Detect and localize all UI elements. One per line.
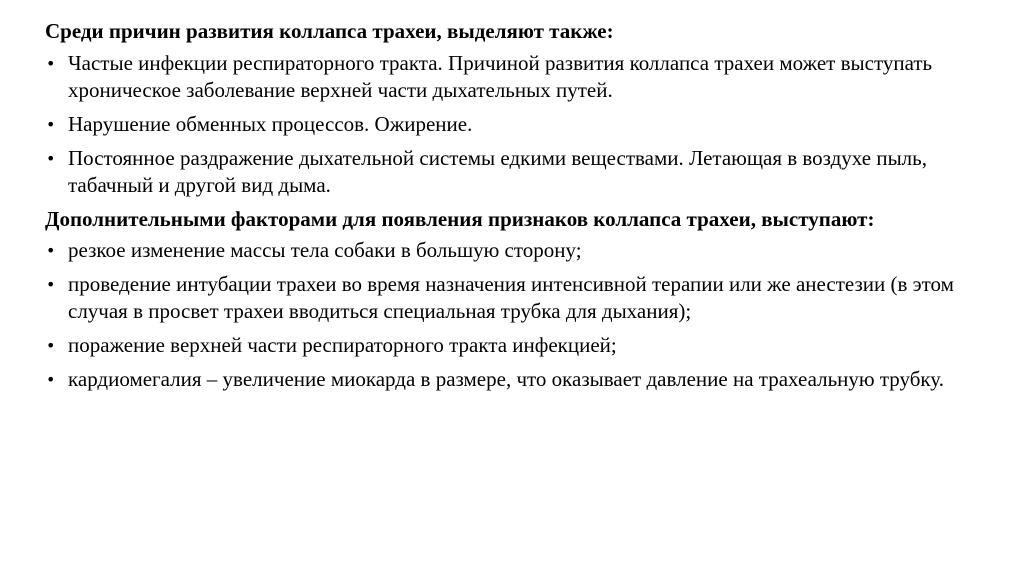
list-item-text: поражение верхней части респираторного тракта инфекцией; [68, 333, 617, 357]
bullet-icon: • [46, 149, 56, 168]
list-item [45, 111, 1005, 138]
list-item [45, 271, 1005, 325]
causes-list [45, 50, 1005, 199]
slide-content [45, 15, 1005, 400]
list-item [45, 50, 1005, 104]
bullet-icon: • [46, 275, 56, 294]
bullet-icon: • [46, 336, 56, 355]
list-item-text: проведение интубации трахеи во время назначения интенсивной терапии или же анестезии (в этом случая в просвет трахеи вводиться специальная трубка для дыхания); [68, 272, 954, 323]
bullet-icon: • [46, 370, 56, 389]
bullet-icon: • [46, 54, 56, 73]
bullet-icon: • [46, 115, 56, 134]
list-item [45, 237, 1005, 264]
list-item-text: Нарушение обменных процессов. Ожирение. [68, 112, 473, 136]
list-item [45, 332, 1005, 359]
section-heading-factors: Дополнительными факторами для появления признаков коллапса трахеи, выступают: [45, 207, 875, 231]
list-item-text: Постоянное раздражение дыхательной системы едкими веществами. Летающая в воздухе пыль, табачный и другой вид дыма. [68, 146, 927, 197]
factors-list [45, 237, 1005, 393]
list-item [45, 366, 1005, 393]
list-item-text: резкое изменение массы тела собаки в большую сторону; [68, 238, 582, 262]
bullet-icon: • [46, 241, 56, 260]
section-heading-causes: Среди причин развития коллапса трахеи, выделяют также: [45, 19, 614, 43]
list-item [45, 145, 1005, 199]
list-item-text: Частые инфекции респираторного тракта. Причиной развития коллапса трахеи может выступать хроническое заболевание верхней части дыхательных путей. [68, 51, 933, 102]
list-item-text: кардиомегалия – увеличение миокарда в размере, что оказывает давление на трахеальную трубку. [68, 367, 944, 391]
